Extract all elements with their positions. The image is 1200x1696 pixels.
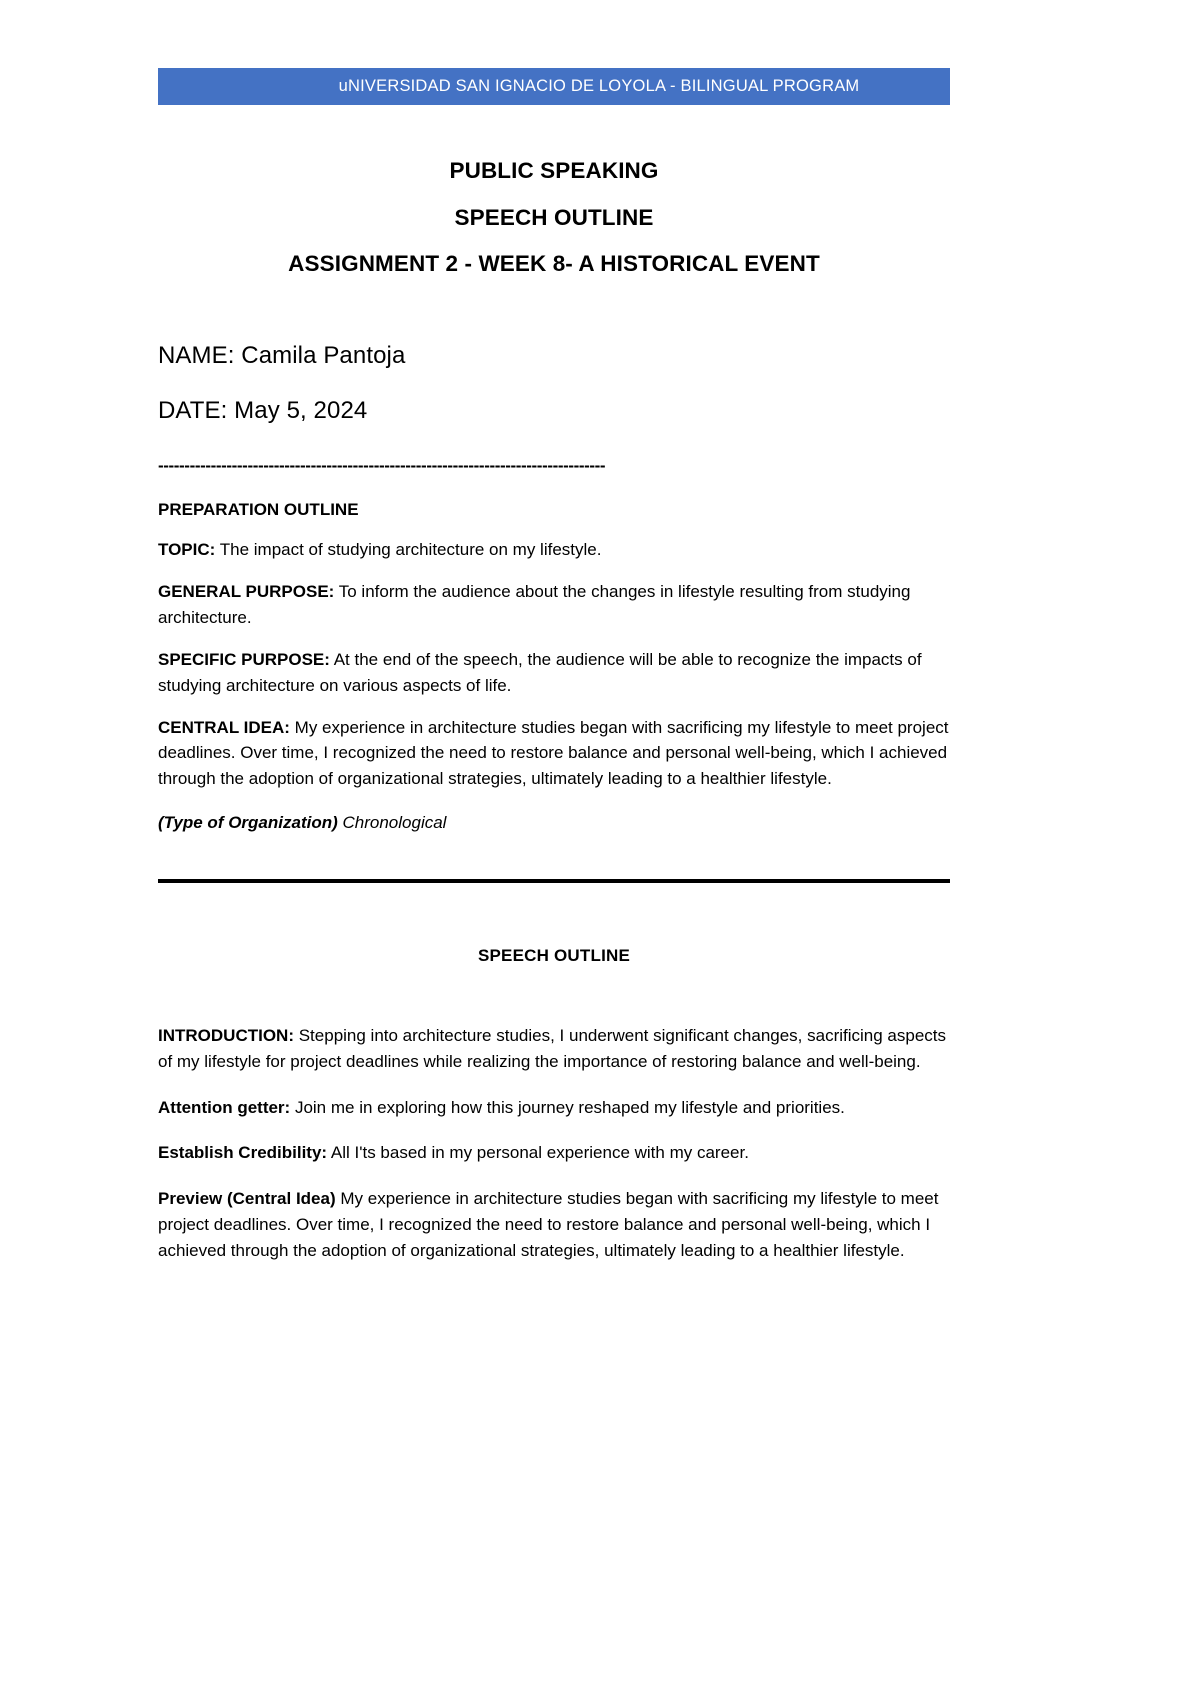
- title-line-2: SPEECH OUTLINE: [454, 204, 654, 230]
- preparation-item-central-idea: [158, 715, 950, 792]
- speech-outline-body: [158, 1023, 950, 1264]
- banner-title-text: uNIVERSIDAD SAN IGNACIO DE LOYOLA - BILINGUAL PROGRAM: [338, 77, 860, 95]
- organization-type-line: [158, 811, 950, 835]
- document-body: [158, 160, 950, 1264]
- speech-item-establish-credibility-label: Establish Credibility:: [158, 1143, 328, 1163]
- speech-item-introduction: [158, 1023, 950, 1075]
- date-line: DATE: May 5, 2024: [158, 396, 368, 424]
- title-line-3: ASSIGNMENT 2 - WEEK 8- A HISTORICAL EVENT: [288, 251, 820, 276]
- student-name-line: NAME: Camila Pantoja: [158, 341, 406, 369]
- speech-outline-heading: SPEECH OUTLINE: [477, 945, 631, 965]
- preparation-item-specific-purpose: [158, 647, 950, 699]
- organization-type-value: Chronological: [342, 813, 447, 833]
- speech-item-introduction-text: Stepping into architecture studies, I underwent significant changes, sacrificing aspects of my lifestyle for project deadlines while realizing the importance of restoring balance and well-being.: [158, 1025, 947, 1071]
- preparation-item-topic: [158, 537, 950, 563]
- speech-item-preview-text: My experience in architecture studies began with sacrificing my lifestyle to meet project deadlines. Over time, I recognized the need to restore balance and personal well-being, which I achieved through the adoption of organizational strategies, ultimately leading to a healthier lifestyle.: [158, 1189, 939, 1260]
- preparation-item-topic-text: The impact of studying architecture on my lifestyle.: [219, 540, 602, 560]
- preparation-item-central-idea-text: My experience in architecture studies began with sacrificing my lifestyle to meet project deadlines. Over time, I recognized the need to restore balance and personal well-being, which I achieved through the adoption of organizational strategies, ultimately leading to a healthier lifestyle.: [158, 717, 949, 789]
- preparation-item-specific-purpose-text: At the end of the speech, the audience will be able to recognize the impacts of studying architecture on various aspects of life.: [158, 649, 922, 695]
- preparation-outline-heading: PREPARATION OUTLINE: [158, 499, 359, 519]
- speech-item-attention-getter-text: Join me in exploring how this journey reshaped my lifestyle and priorities.: [294, 1097, 845, 1117]
- preparation-item-general-purpose: [158, 579, 950, 631]
- preparation-item-topic-label: TOPIC:: [158, 540, 216, 560]
- document-title-block: [158, 160, 950, 276]
- speech-item-preview-label: Preview (Central Idea): [158, 1189, 336, 1209]
- organization-type-label: (Type of Organization): [158, 813, 338, 833]
- preparation-item-general-purpose-label: GENERAL PURPOSE:: [158, 582, 335, 602]
- speech-item-establish-credibility: [158, 1140, 950, 1166]
- preparation-item-general-purpose-text: To inform the audience about the changes in lifestyle resulting from studying architecture.: [158, 582, 911, 628]
- dashed-separator: -------------------------------------------------------------------------------------: [158, 456, 606, 475]
- speech-item-attention-getter-label: Attention getter:: [158, 1097, 291, 1117]
- speech-item-preview: [158, 1186, 950, 1263]
- title-line-1: PUBLIC SPEAKING: [449, 158, 659, 183]
- preparation-item-central-idea-label: CENTRAL IDEA:: [158, 717, 290, 737]
- section-divider-rule: [158, 879, 950, 883]
- speech-item-attention-getter: [158, 1095, 950, 1121]
- speech-item-establish-credibility-text: All I'ts based in my personal experience with my career.: [330, 1143, 749, 1163]
- speech-item-introduction-label: INTRODUCTION:: [158, 1025, 294, 1045]
- university-header-banner: [158, 68, 950, 105]
- preparation-item-specific-purpose-label: SPECIFIC PURPOSE:: [158, 649, 330, 669]
